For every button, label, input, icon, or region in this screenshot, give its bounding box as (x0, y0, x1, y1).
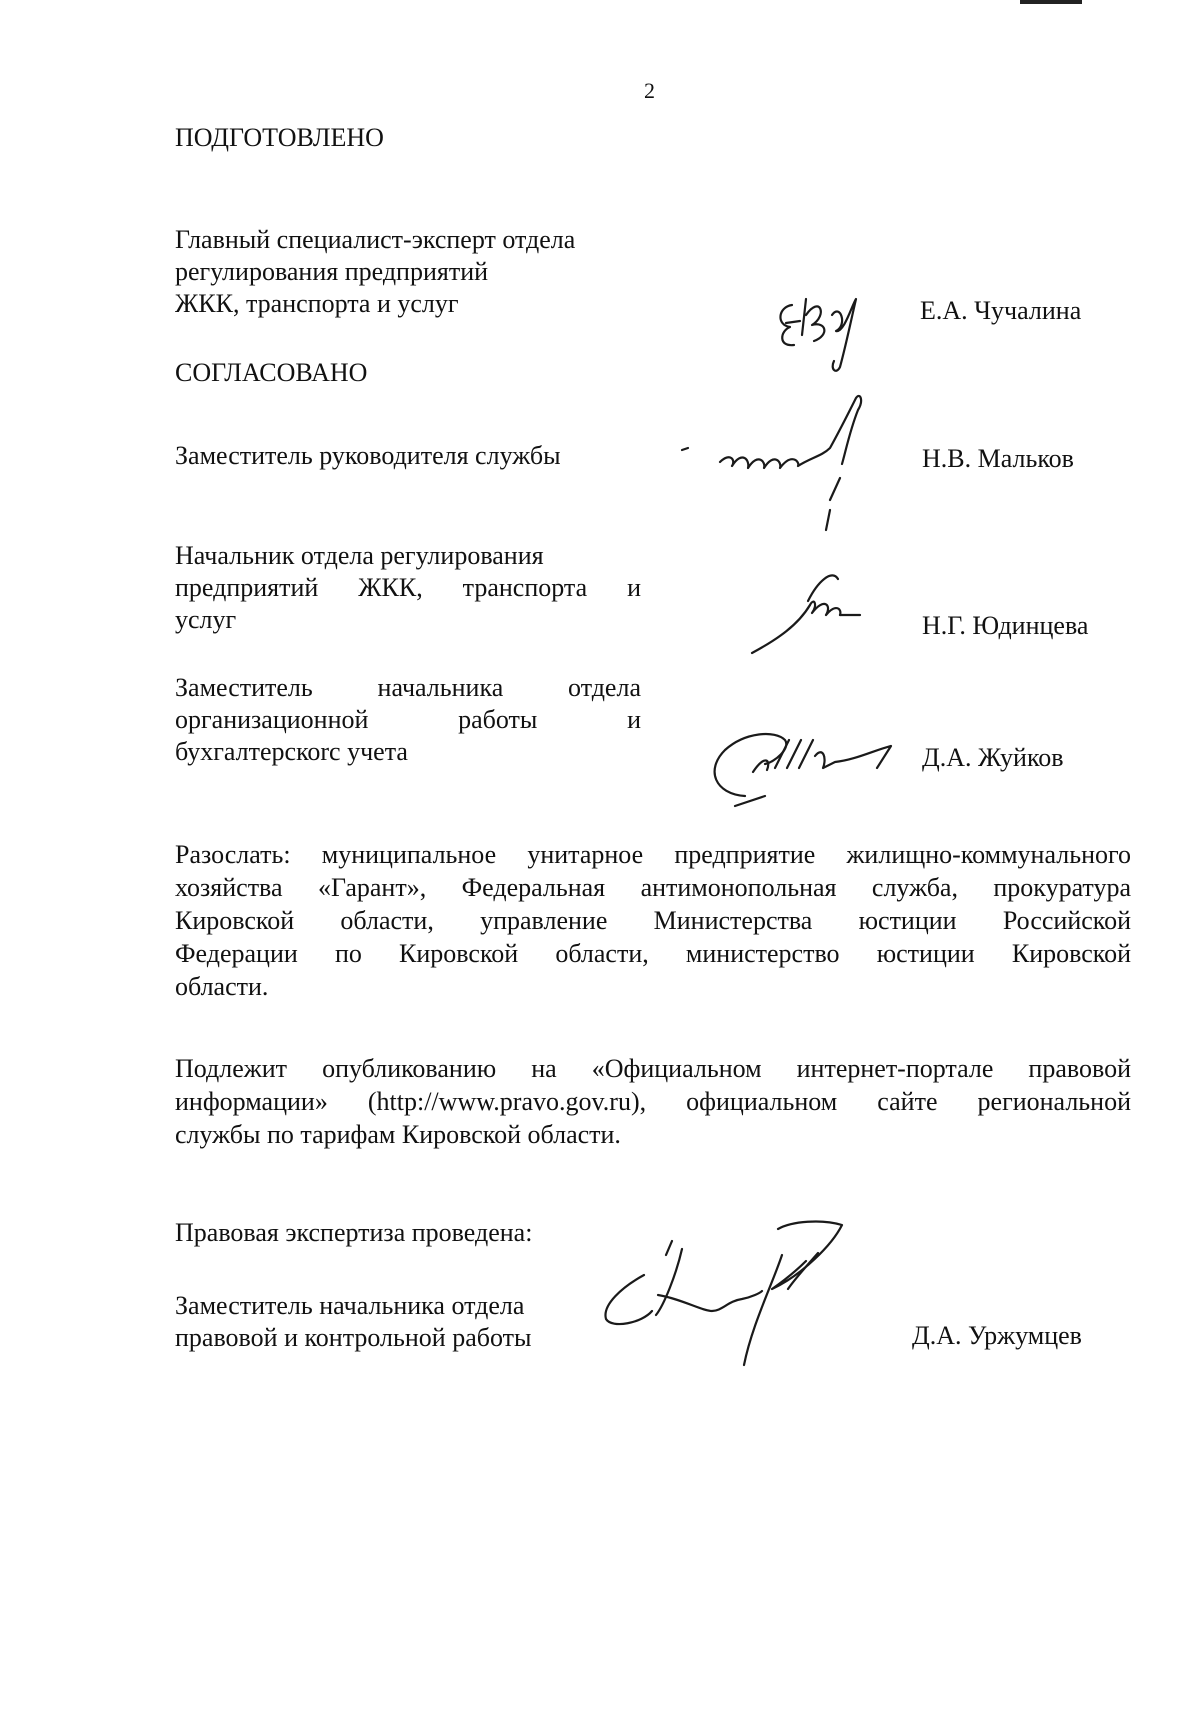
agreed-position-line: бухгалтерскоrc учета (175, 737, 408, 766)
legal-review-position-line: Заместитель начальника отдела (175, 1291, 525, 1320)
agreed-name-2: Н.Г. Юдинцева (922, 611, 1089, 640)
agreed-position-line: предприятий ЖКК, транспорта и (175, 573, 641, 602)
publication-block (175, 1052, 1131, 1151)
distribution-line: области. (175, 972, 269, 1001)
prepared-name: Е.А. Чучалина (920, 296, 1082, 325)
signature-urzhumtsev (592, 1215, 912, 1385)
agreed-position-line: Начальник отдела регулирования (175, 541, 544, 570)
prepared-position-line: регулирования предприятий (175, 257, 489, 286)
prepared-position (175, 224, 575, 320)
legal-review-heading: Правовая экспертиза проведена: (175, 1218, 533, 1247)
scan-artifact (1020, 0, 1082, 4)
page-number: 2 (644, 78, 655, 103)
publication-line: службы по тарифам Кировской области. (175, 1120, 621, 1149)
agreed-position-line: Заместитель начальника отдела (175, 673, 641, 702)
signature-zhuikov (705, 710, 925, 820)
agreed-name-3: Д.А. Жуйков (922, 743, 1064, 772)
legal-review-name: Д.А. Уржумцев (912, 1321, 1082, 1350)
agreed-position-line: Заместитель руководителя службы (175, 441, 561, 470)
distribution-line: Разослать: муниципальное унитарное предприятие жилищно-коммунального (175, 840, 1131, 869)
legal-review-position (175, 1290, 531, 1354)
agreed-position-1 (175, 440, 561, 472)
distribution-line: хозяйства «Гарант», Федеральная антимонопольная служба, прокуратура (175, 873, 1131, 902)
agreed-heading: СОГЛАСОВАНО (175, 358, 368, 387)
publication-line: Подлежит опубликованию на «Официальном интернет-портале правовой (175, 1054, 1131, 1083)
distribution-block (175, 838, 1131, 1003)
prepared-position-line: Главный специалист-эксперт отдела (175, 225, 576, 254)
agreed-position-3 (175, 672, 641, 768)
legal-review-position-line: правовой и контрольной работы (175, 1323, 532, 1352)
signature-yudintseva (748, 565, 888, 665)
agreed-position-2 (175, 540, 641, 636)
signature-chuchalina (770, 285, 890, 375)
agreed-position-line: организационной работы и (175, 705, 641, 734)
distribution-line: Кировской области, управление Министерства юстиции Российской (175, 906, 1131, 935)
signature-malkov (680, 390, 940, 540)
prepared-heading: ПОДГОТОВЛЕНО (175, 123, 384, 152)
prepared-position-line: ЖКК, транспорта и услуг (175, 289, 459, 318)
agreed-name-1: Н.В. Мальков (922, 444, 1074, 473)
agreed-position-line: услуг (175, 605, 237, 634)
distribution-line: Федерации по Кировской области, министерство юстиции Кировской (175, 939, 1131, 968)
publication-line: информации» (http://www.pravo.gov.ru), официальном сайте региональной (175, 1087, 1131, 1116)
